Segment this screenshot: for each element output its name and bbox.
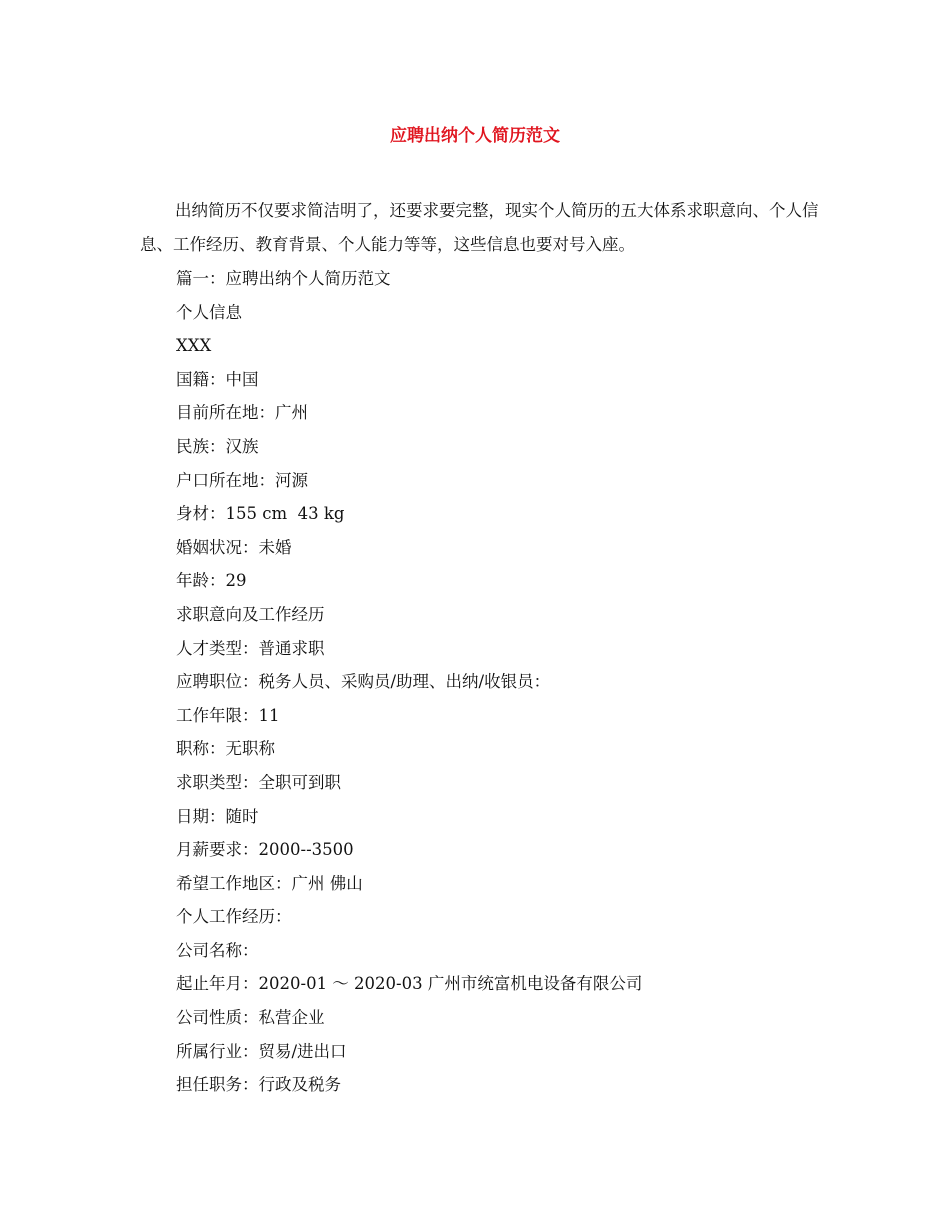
document-title: 应聘出纳个人简历范文 xyxy=(390,126,560,146)
text-line: 工作年限：11 xyxy=(176,705,280,725)
text-line: 人才类型：普通求职 xyxy=(176,638,325,658)
section-heading: 个人信息 xyxy=(176,302,242,322)
section-heading: 求职意向及工作经历 xyxy=(176,604,325,624)
text-line: 求职类型：全职可到职 xyxy=(176,772,341,792)
text-line: 公司性质：私营企业 xyxy=(176,1008,325,1028)
section-heading: 篇一：应聘出纳个人简历范文 xyxy=(176,269,391,288)
text-line: 职称：无职称 xyxy=(176,739,275,759)
text-line: 身材：155 cm 43 kg xyxy=(176,504,345,524)
text-line: 年龄：29 xyxy=(176,571,247,591)
text-line: 起止年月：2020-01 ～ 2020-03 广州市统富机电设备有限公司 xyxy=(176,974,643,994)
text-line: 担任职务：行政及税务 xyxy=(176,1075,341,1095)
intro-paragraph: 出纳简历不仅要求简洁明了，还要求要完整，现实个人简历的五大体系求职意向、个人信息、工作经历、教育背景、个人能力等等，这些信息也要对号入座。 xyxy=(140,201,819,254)
text-line: 民族：汉族 xyxy=(176,436,259,456)
text-line: 应聘职位：税务人员、采购员/助理、出纳/收银员： xyxy=(176,672,551,692)
text-line: 日期：随时 xyxy=(176,806,259,826)
text-line: 户口所在地：河源 xyxy=(176,470,308,490)
text-line: 婚姻状况：未婚 xyxy=(176,537,292,557)
resume-lines xyxy=(176,262,642,1102)
text-line: 月薪要求：2000--3500 xyxy=(176,840,354,860)
text-line: 所属行业：贸易/进出口 xyxy=(176,1041,347,1061)
text-line: XXX xyxy=(176,336,212,356)
text-line: 公司名称： xyxy=(176,940,259,960)
section-heading: 个人工作经历： xyxy=(176,907,292,927)
text-line: 目前所在地：广州 xyxy=(176,403,308,423)
text-line: 希望工作地区：广州 佛山 xyxy=(176,873,363,893)
text-line: 国籍：中国 xyxy=(176,369,259,389)
